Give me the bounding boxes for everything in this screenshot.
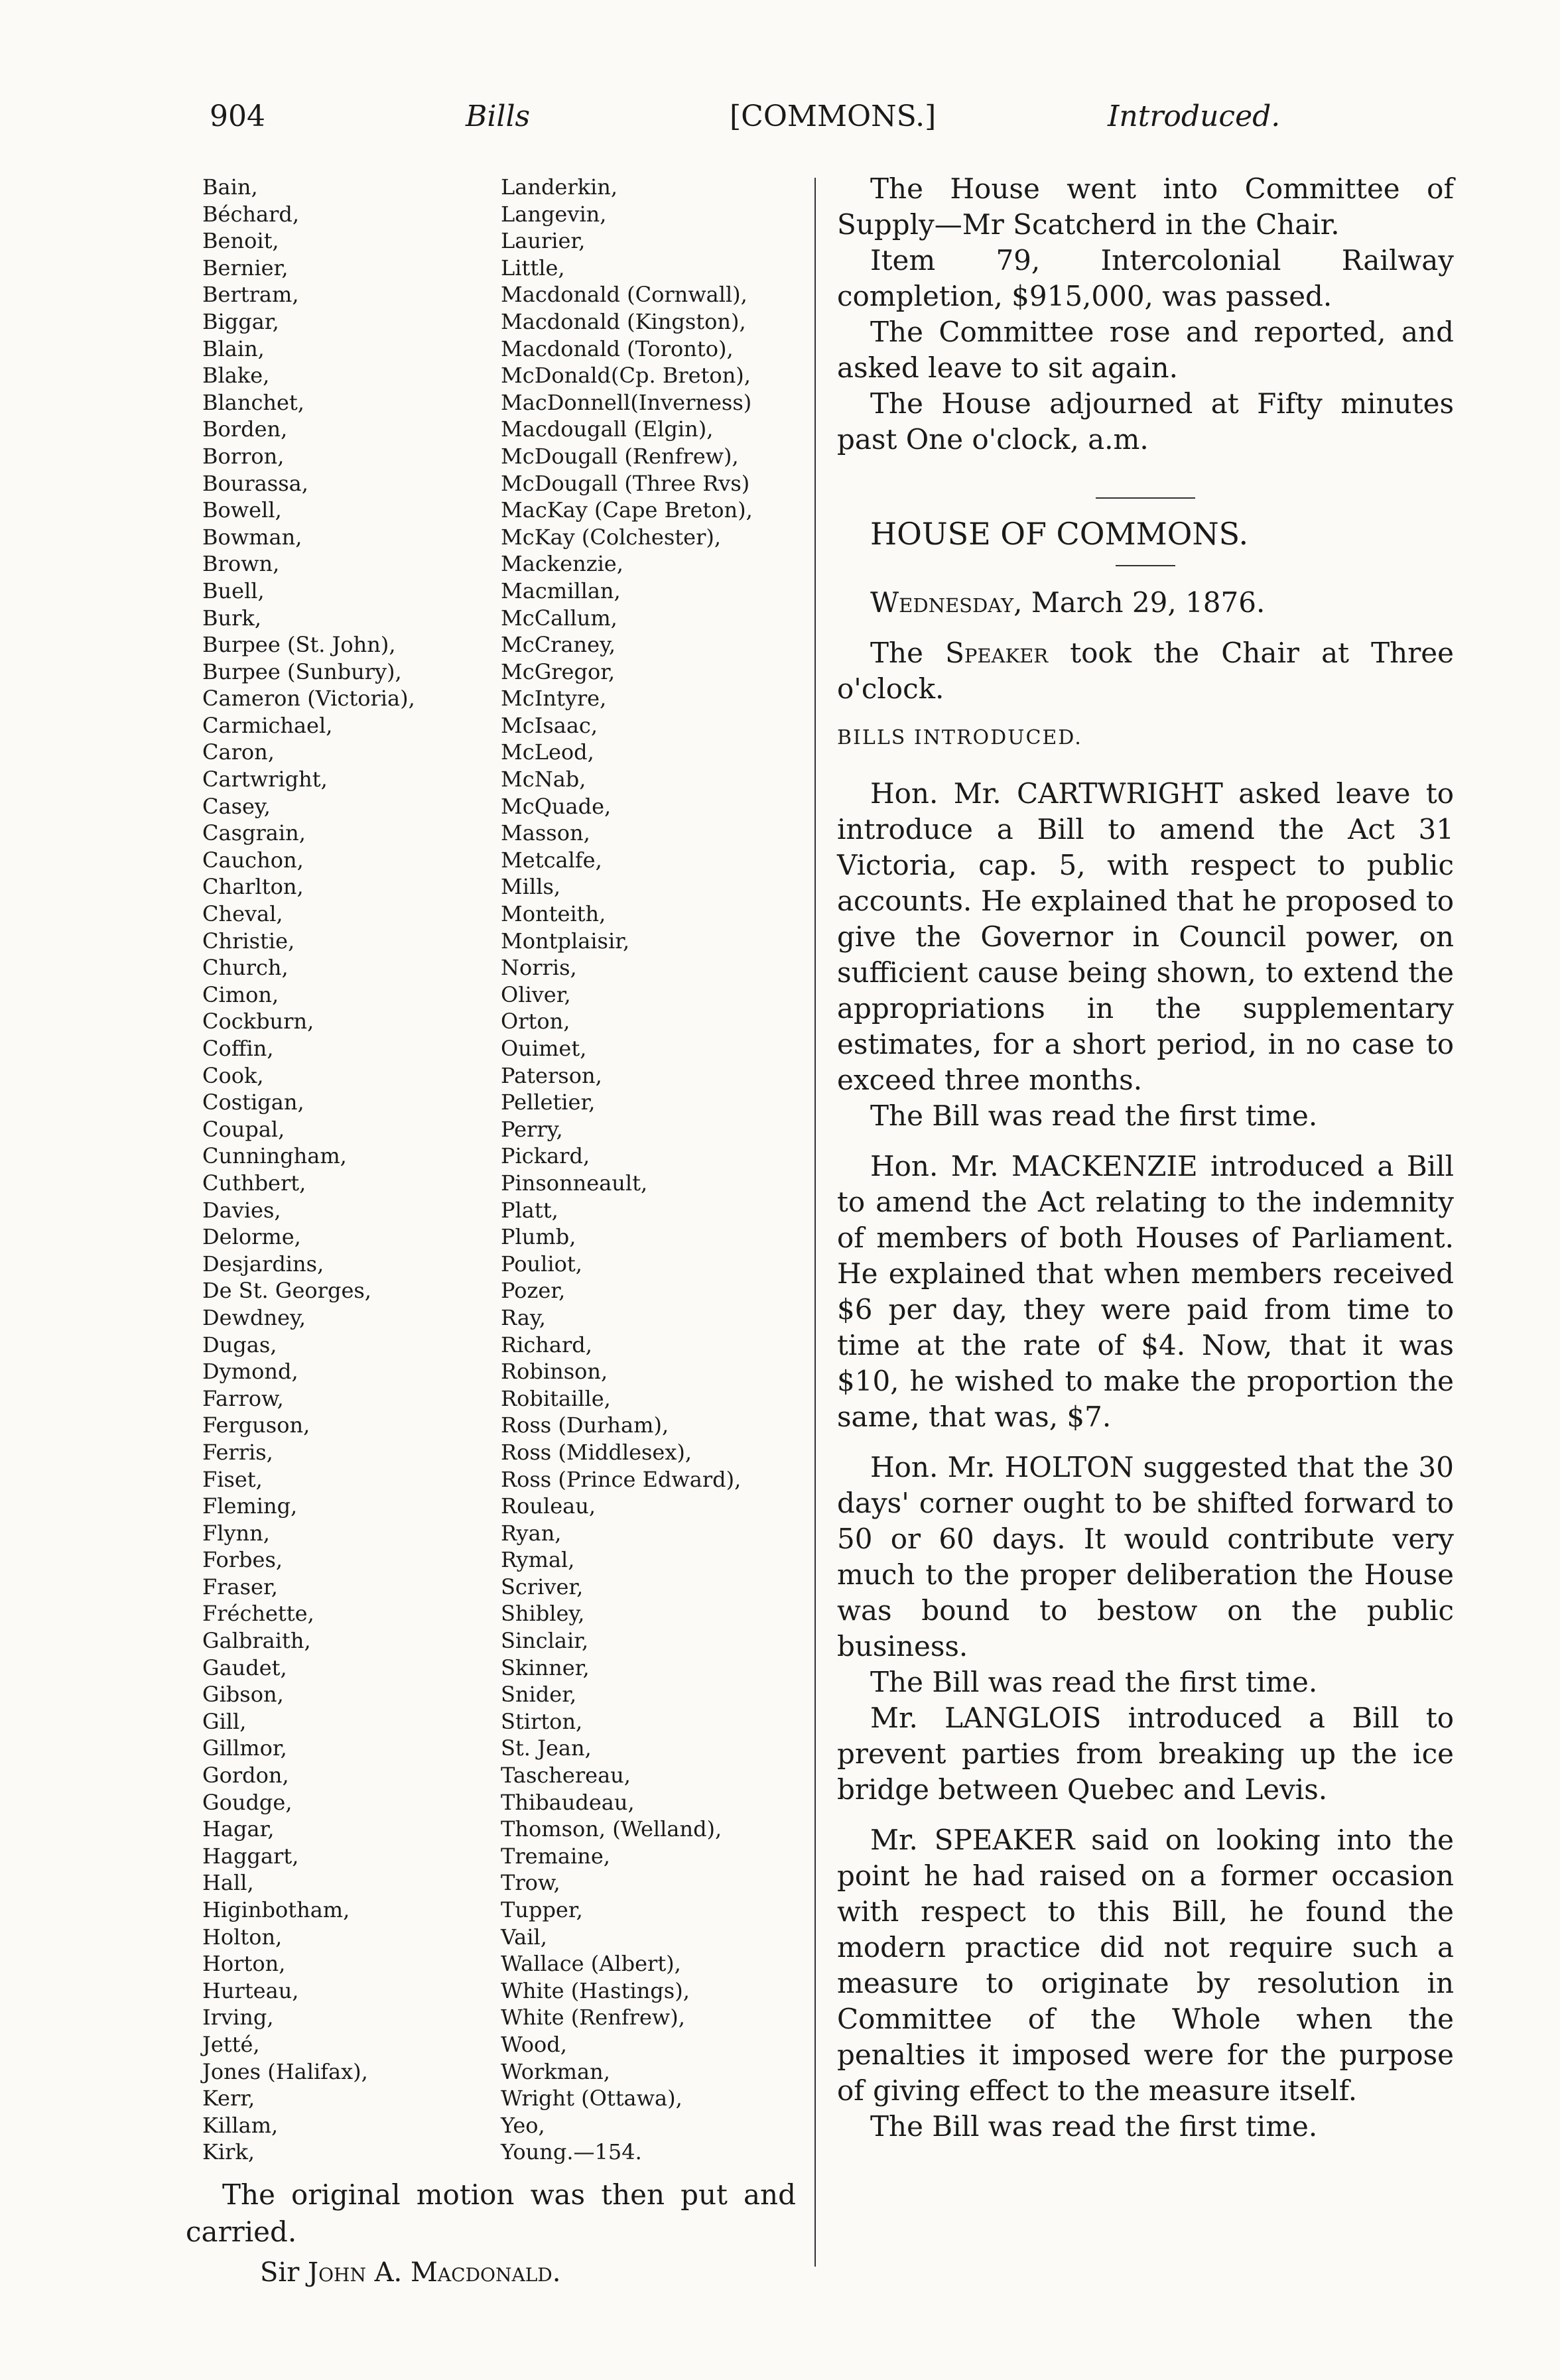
member-name: Hall, (202, 1870, 254, 1896)
member-name: McDonald(Cp. Breton), (501, 363, 751, 389)
member-name: Metcalfe, (501, 847, 602, 873)
member-name: Langevin, (501, 201, 607, 227)
member-name: White (Renfrew), (501, 2005, 685, 2031)
member-name: Goudge, (202, 1789, 292, 1815)
member-name: Jetté, (202, 2031, 260, 2057)
page-header (199, 99, 1313, 146)
member-name: Dymond, (202, 1359, 298, 1385)
member-name: Stirton, (501, 1708, 583, 1734)
member-name: Cook, (202, 1062, 264, 1088)
member-name: McCallum, (501, 605, 618, 631)
member-name: Taschereau, (501, 1763, 631, 1788)
column-divider (814, 178, 816, 2267)
right-column (837, 171, 1454, 2145)
member-name: Kirk, (202, 2139, 255, 2165)
member-name: MacKay (Cape Breton), (501, 497, 753, 523)
speaker-signature (260, 2257, 560, 2288)
member-name: Benoit, (202, 228, 279, 254)
member-name: Coffin, (202, 1036, 274, 1061)
member-name: Orton, (501, 1009, 570, 1034)
member-name: Farrow, (202, 1385, 284, 1411)
bills-introduced-heading: BILLS INTRODUCED. (837, 726, 1082, 749)
section-divider (1096, 497, 1195, 499)
member-name: White (Hastings), (501, 1977, 690, 2003)
member-name: McKay (Colchester), (501, 524, 722, 550)
member-name: Holton, (202, 1924, 283, 1950)
member-name: Coupal, (202, 1116, 285, 1142)
member-name: Bertram, (202, 282, 299, 308)
member-name: Church, (202, 955, 289, 981)
member-name: Forbes, (202, 1547, 283, 1573)
member-name: Masson, (501, 820, 590, 846)
member-name: Ferris, (202, 1439, 273, 1465)
member-name: Ryan, (501, 1520, 562, 1546)
member-name: Little, (501, 255, 565, 281)
member-name: Bowell, (202, 497, 282, 523)
member-name: Ouimet, (501, 1036, 587, 1061)
member-name: Horton, (202, 1951, 286, 1977)
member-name: Fréchette, (202, 1601, 314, 1627)
member-name: Gordon, (202, 1763, 289, 1788)
speaker-chair (837, 635, 1454, 707)
member-name: Trow, (501, 1870, 560, 1896)
member-name: Ferguson, (202, 1412, 310, 1438)
member-name: Robitaille, (501, 1385, 611, 1411)
member-name: Richard, (501, 1332, 592, 1357)
member-name: McIntyre, (501, 686, 607, 712)
member-name: Perry, (501, 1116, 563, 1142)
member-name: McIsaac, (501, 712, 598, 738)
member-name: Vail, (501, 1924, 547, 1950)
member-name: Macdonald (Cornwall), (501, 282, 748, 308)
member-name: Hagar, (202, 1816, 275, 1842)
member-name: Christie, (202, 928, 295, 954)
member-name: Cartwright, (202, 767, 328, 792)
member-name: Young.—154. (501, 2139, 642, 2165)
member-name: Borden, (202, 416, 288, 442)
member-name: Davies, (202, 1197, 281, 1223)
date-day: Wednesday, (870, 586, 1023, 619)
member-name: Buell, (202, 578, 265, 603)
member-name: Thomson, (Welland), (501, 1816, 722, 1842)
speaker-post: took the Chair at Three o'clock. (837, 637, 1454, 705)
member-name: McDougall (Renfrew), (501, 443, 739, 469)
member-name: Oliver, (501, 981, 571, 1007)
paragraph-langlois: Mr. LANGLOIS introduced a Bill to prevent parties from breaking up the ice bridge between Quebec and Levis. (837, 1702, 1454, 1806)
member-name: Blanchet, (202, 389, 304, 415)
member-name: Pelletier, (501, 1090, 596, 1115)
member-name: Rymal, (501, 1547, 575, 1573)
member-name: Casgrain, (202, 820, 306, 846)
member-name: Cimon, (202, 981, 279, 1007)
member-name: Hurteau, (202, 1977, 299, 2003)
member-name: Cauchon, (202, 847, 304, 873)
member-name: Fraser, (202, 1574, 278, 1599)
member-name: Macdonald (Toronto), (501, 336, 734, 361)
member-name: Monteith, (501, 901, 606, 927)
running-title-right: Introduced. (1108, 99, 1281, 133)
member-name: Cockburn, (202, 1009, 314, 1034)
division-names-column-2 (501, 174, 753, 2166)
member-name: Platt, (501, 1197, 558, 1223)
member-name: Ross (Durham), (501, 1412, 669, 1438)
member-name: Tupper, (501, 1897, 583, 1922)
member-name: Scriver, (501, 1574, 584, 1599)
running-title-left: Bills (466, 99, 531, 133)
member-name: Plumb, (501, 1224, 576, 1250)
house-title: HOUSE OF COMMONS. (870, 516, 1249, 552)
paragraph-committee: The House went into Committee of Supply—Mr Scatcherd in the Chair. (837, 172, 1454, 241)
member-name: Flynn, (202, 1520, 270, 1546)
member-name: Bain, (202, 174, 258, 200)
member-name: Béchard, (202, 201, 300, 227)
member-name: McDougall (Three Rvs) (501, 470, 750, 496)
member-name: Bernier, (202, 255, 289, 281)
member-name: Pinsonneault, (501, 1170, 648, 1196)
member-name: Burpee (Sunbury), (202, 658, 402, 684)
member-name: Ross (Prince Edward), (501, 1466, 742, 1492)
member-name: Skinner, (501, 1655, 590, 1680)
running-title-center: [COMMONS.] (730, 99, 937, 133)
member-name: Galbraith, (202, 1628, 311, 1654)
paragraph-committee-rose: The Committee rose and reported, and asked leave to sit again. (837, 316, 1454, 384)
member-name: Thibaudeau, (501, 1789, 635, 1815)
paragraph-first-reading-1: The Bill was read the first time. (870, 1099, 1318, 1132)
member-name: Caron, (202, 739, 275, 765)
member-name: Costigan, (202, 1090, 304, 1115)
member-name: Charlton, (202, 874, 304, 900)
member-name: Dugas, (202, 1332, 277, 1357)
member-name: Ross (Middlesex), (501, 1439, 692, 1465)
member-name: De St. Georges, (202, 1278, 371, 1304)
member-name: St. Jean, (501, 1735, 592, 1761)
member-name: Brown, (202, 551, 280, 577)
member-name: Norris, (501, 955, 577, 981)
member-name: Desjardins, (202, 1251, 324, 1277)
member-name: Burpee (St. John), (202, 632, 396, 658)
member-name: Carmichael, (202, 712, 333, 738)
paragraph-item-79: Item 79, Intercolonial Railway completion, $915,000, was passed. (837, 244, 1454, 312)
member-name: Pickard, (501, 1143, 590, 1169)
member-name: Workman, (501, 2058, 610, 2084)
member-name: Burk, (202, 605, 261, 631)
paragraph-mackenzie: Hon. Mr. MACKENZIE introduced a Bill to amend the Act relating to the indemnity of members of both Houses of Parliament. He explained that when members received $6 per day, they were paid from time to time at the rate of $4. Now, that it was $10, he wished to make the proportion the same, that was, $7. (837, 1150, 1454, 1433)
motion-paragraph: The original motion was then put and carried. (186, 2178, 796, 2248)
member-name: Snider, (501, 1682, 577, 1708)
signature-prefix: Sir (260, 2257, 308, 2288)
member-name: McGregor, (501, 658, 616, 684)
paragraph-adjourned: The House adjourned at Fifty minutes past One o'clock, a.m. (837, 387, 1454, 456)
member-name: Macmillan, (501, 578, 621, 603)
motion-result (186, 2176, 796, 2251)
paragraph-first-reading-2: The Bill was read the first time. (870, 1666, 1318, 1698)
paragraph-first-reading-3: The Bill was read the first time. (870, 2110, 1318, 2143)
member-name: Yeo, (501, 2112, 545, 2138)
date-line (837, 585, 1454, 621)
member-name: Casey, (202, 793, 271, 819)
member-name: Shibley, (501, 1601, 585, 1627)
member-name: McNab, (501, 767, 586, 792)
member-name: Delorme, (202, 1224, 301, 1250)
speaker-name: Speaker (945, 637, 1049, 669)
member-name: Tremaine, (501, 1843, 610, 1869)
member-name: Mills, (501, 874, 561, 900)
member-name: McLeod, (501, 739, 594, 765)
signature-name: John A. Macdonald. (308, 2257, 561, 2288)
member-name: Higinbotham, (202, 1897, 350, 1922)
member-name: Jones (Halifax), (202, 2058, 368, 2084)
member-name: Cunningham, (202, 1143, 347, 1169)
paragraph-holton: Hon. Mr. HOLTON suggested that the 30 days' corner ought to be shifted forward to 50 or 60 days. It would contribute very much to the proper deliberation the House was bound to bestow on the public business. (837, 1451, 1454, 1662)
member-name: Blain, (202, 336, 265, 361)
member-name: Cameron (Victoria), (202, 686, 415, 712)
paragraph-cartwright: Hon. Mr. CARTWRIGHT asked leave to introduce a Bill to amend the Act 31 Victoria, cap. 5, with respect to public accounts. He explained that he proposed to give the Governor in Council power, on sufficient cause being shown, to extend the appropriations in the supplementary estimates, for a short period, in no case to exceed three months. (837, 777, 1454, 1096)
member-name: Macdougall (Elgin), (501, 416, 714, 442)
member-name: Biggar, (202, 308, 279, 334)
member-name: Blake, (202, 363, 270, 389)
member-name: Borron, (202, 443, 285, 469)
member-name: Gibson, (202, 1682, 284, 1708)
page-number: 904 (210, 99, 265, 133)
member-name: Gillmor, (202, 1735, 287, 1761)
member-name: Irving, (202, 2005, 274, 2031)
member-name: Haggart, (202, 1843, 299, 1869)
member-name: MacDonnell(Inverness) (501, 389, 752, 415)
member-name: Bourassa, (202, 470, 308, 496)
paragraph-speaker: Mr. SPEAKER said on looking into the point he had raised on a former occasion with respect to this Bill, he found the modern practice did not require such a measure to originate by resolution in Committee of the Whole when the penalties it imposed were for the purpose of giving effect to the measure itself. (837, 1824, 1454, 2107)
member-name: Montplaisir, (501, 928, 630, 954)
member-name: Wallace (Albert), (501, 1951, 681, 1977)
member-name: McCraney, (501, 632, 616, 658)
member-name: Laurier, (501, 228, 586, 254)
division-names-column-1 (202, 174, 415, 2166)
member-name: Fiset, (202, 1466, 263, 1492)
title-divider (1116, 565, 1175, 566)
member-name: Mackenzie, (501, 551, 623, 577)
member-name: Cheval, (202, 901, 283, 927)
member-name: Gill, (202, 1708, 247, 1734)
member-name: Kerr, (202, 2086, 255, 2111)
member-name: Bowman, (202, 524, 302, 550)
speaker-pre: The (870, 637, 946, 669)
member-name: Macdonald (Kingston), (501, 308, 746, 334)
member-name: Fleming, (202, 1493, 298, 1519)
member-name: Sinclair, (501, 1628, 589, 1654)
member-name: Wright (Ottawa), (501, 2086, 682, 2111)
member-name: Robinson, (501, 1359, 608, 1385)
member-name: Ray, (501, 1304, 546, 1330)
member-name: Landerkin, (501, 174, 618, 200)
member-name: Dewdney, (202, 1304, 306, 1330)
member-name: McQuade, (501, 793, 612, 819)
member-name: Cuthbert, (202, 1170, 306, 1196)
member-name: Paterson, (501, 1062, 602, 1088)
member-name: Gaudet, (202, 1655, 287, 1680)
member-name: Rouleau, (501, 1493, 596, 1519)
member-name: Killam, (202, 2112, 279, 2138)
member-name: Pozer, (501, 1278, 566, 1304)
member-name: Wood, (501, 2031, 567, 2057)
member-name: Pouliot, (501, 1251, 582, 1277)
date-rest: March 29, 1876. (1022, 586, 1266, 619)
